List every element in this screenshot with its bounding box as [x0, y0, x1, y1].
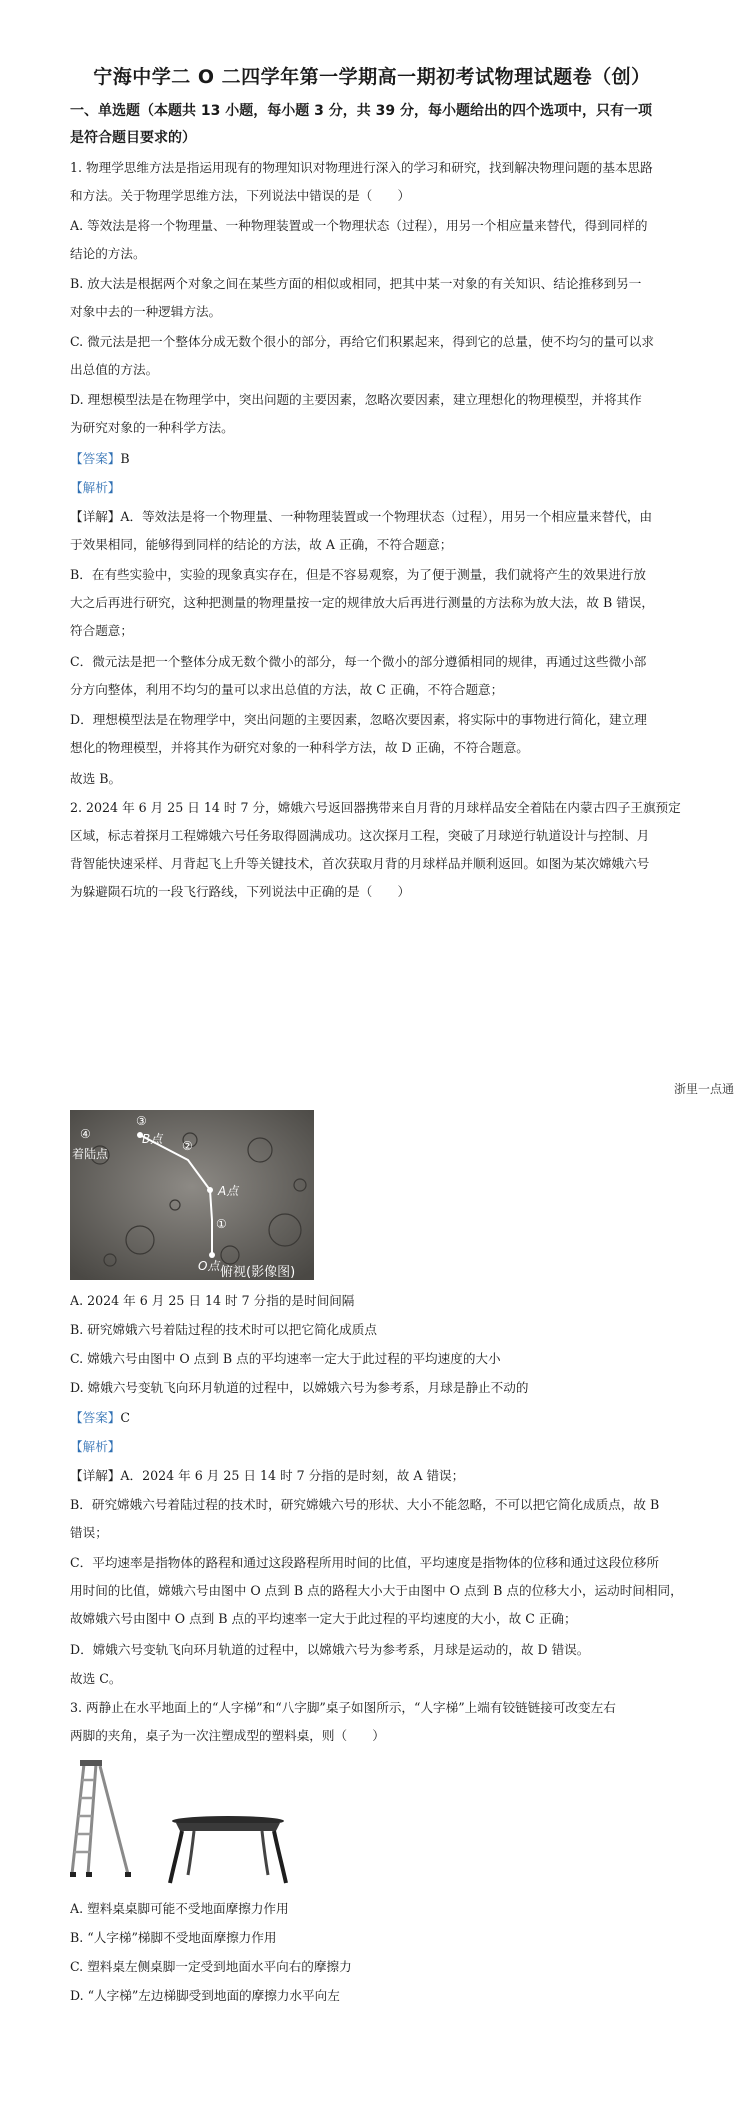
q1-detail-d: D．理想模型法是在物理学中，突出问题的主要因素，忽略次要因素，将实际中的事物进行简化，建立理 想化的物理模型，并将其作为研究对象的一种科学方法，故 D 正确，不符合题意。	[70, 712, 647, 755]
q1-option-c: C. 微元法是把一个整体分成无数个很小的部分，再给它们积累起来，得到它的总量，使不均匀的量可以求 出总值的方法。	[70, 334, 654, 377]
label-2: ②	[182, 1139, 193, 1153]
q1-detail-a: 【详解】A．等效法是将一个物理量、一种物理装置或一个物理状态（过程），用另一个相应量来替代，由 于效果相同，能够得到同样的结论的方法，故 A 正确，不符合题意；	[70, 509, 653, 552]
label-point-b: B点	[142, 1132, 163, 1146]
section-heading: 一、单选题（本题共 13 小题，每小题 3 分，共 39 分，每小题给出的四个选项中，只有一项 是符合题目要求的）	[70, 103, 652, 146]
point-a-dot	[207, 1187, 213, 1193]
q2-option-c: C. 嫦娥六号由图中 O 点到 B 点的平均速率一定大于此过程的平均速度的大小	[70, 1351, 501, 1366]
q2-detail-c: C．平均速率是指物体的路程和通过这段路程所用时间的比值，平均速度是指物体的位移和通过这段位移所 用时间的比值，嫦娥六号由图中 O 点到 B 点的路程大小大于由图中 O 点到 B 点的位移大小，运动时间相同， 故嫦娥六号由图中 O 点到 B 点的平均速率一定大于此过程的平均速度的大小，故 C 正确；	[70, 1555, 683, 1626]
q1-stem: 1. 物理学思维方法是指运用现有的物理知识对物理进行深入的学习和研究，找到解决物理问题的基本思路 和方法。关于物理学思维方法，下列说法中错误的是（ ）	[70, 160, 653, 203]
q2-stem: 2. 2024 年 6 月 25 日 14 时 7 分，嫦娥六号返回器携带来自月背的月球样品安全着陆在内蒙古四子王旗预定 区域，标志着探月工程嫦娥六号任务取得圆满成功。这次探月工程，突破了月球逆行轨道设计与控制、月 背智能快速采样、月背起飞上升等关键技术，首次获取月背的月球样品并顺利返回。如图为某次嫦娥六号 为躲避陨石坑的一段飞行路线，下列说法中正确的是（ ）	[70, 800, 681, 899]
label-1: ①	[216, 1217, 227, 1231]
q2-detail-d: D．嫦娥六号变轨飞向环月轨道的过程中，以嫦娥六号为参考系，月球是运动的，故 D 错误。	[70, 1642, 590, 1657]
ladder-figure	[70, 1760, 132, 1878]
q1-conclusion: 故选 B。	[70, 771, 122, 786]
q2-answer: 【答案】C	[70, 1410, 131, 1425]
q3-option-b: B. “人字梯”梯脚不受地面摩擦力作用	[70, 1930, 277, 1945]
watermark: 浙里一点通	[673, 1082, 734, 1096]
q1-option-a: A. 等效法是将一个物理量、一种物理装置或一个物理状态（过程），用另一个相应量来替代，得到同样的 结论的方法。	[70, 218, 648, 261]
q1-option-b: B. 放大法是根据两个对象之间在某些方面的相似或相同，把其中某一对象的有关知识、结论推移到另一 对象中去的一种逻辑方法。	[70, 276, 642, 319]
label-point-a: A点	[218, 1184, 239, 1198]
q2-analysis-label: 【解析】	[70, 1439, 121, 1454]
q1-analysis-label: 【解析】	[70, 480, 121, 495]
q1-option-d: D. 理想模型法是在物理学中，突出问题的主要因素，忽略次要因素，建立理想化的物理模型，并将其作 为研究对象的一种科学方法。	[70, 392, 642, 435]
q3-stem: 3. 两静止在水平地面上的“人字梯”和“八字脚”桌子如图所示，“人字梯”上端有铰链链接可改变左右 两脚的夹角，桌子为一次注塑成型的塑料桌，则（ ）	[70, 1700, 616, 1743]
q2-option-d: D. 嫦娥六号变轨飞向环月轨道的过程中，以嫦娥六号为参考系，月球是静止不动的	[70, 1380, 529, 1395]
label-3: ③	[136, 1114, 147, 1128]
q1-detail-b: B．在有些实验中，实验的现象真实存在，但是不容易观察，为了便于测量，我们就将产生的效果进行放 大之后再进行研究，这种把测量的物理量按一定的规律放大后再进行测量的方法称为放大法，故 B 错误， 符合题意；	[70, 567, 654, 638]
q2-option-a: A. 2024 年 6 月 25 日 14 时 7 分指的是时间间隔	[70, 1293, 355, 1308]
moon-trajectory-figure	[70, 1110, 314, 1280]
q2-conclusion: 故选 C。	[70, 1671, 122, 1686]
label-4: ④	[80, 1127, 91, 1141]
plastic-table-figure	[168, 1815, 288, 1885]
q1-answer: 【答案】B	[70, 451, 130, 466]
label-view: 俯视(影像图)	[220, 1265, 296, 1280]
q3-option-d: D. “人字梯”左边梯脚受到地面的摩擦力水平向左	[70, 1988, 340, 2003]
q2-option-b: B. 研究嫦娥六号着陆过程的技术时可以把它简化成质点	[70, 1322, 377, 1337]
q2-detail-b: B．研究嫦娥六号着陆过程的技术时，研究嫦娥六号的形状、大小不能忽略，不可以把它简化成质点，故 B 错误；	[70, 1497, 660, 1540]
q3-option-c: C. 塑料桌左侧桌脚一定受到地面水平向右的摩擦力	[70, 1959, 352, 1974]
label-landing: 着陆点	[72, 1147, 109, 1161]
q2-detail-a: 【详解】A．2024 年 6 月 25 日 14 时 7 分指的是时刻，故 A 错误；	[70, 1468, 465, 1483]
q3-option-a: A. 塑料桌桌脚可能不受地面摩擦力作用	[70, 1901, 289, 1916]
page-title: 宁海中学二 O 二四学年第一学期高一期初考试物理试题卷（创）	[93, 66, 651, 88]
q1-detail-c: C．微元法是把一个整体分成无数个微小的部分，每一个微小的部分遵循相同的规律，再通过这些微小部 分方向整体，利用不均匀的量可以求出总值的方法，故 C 正确，不符合题意；	[70, 654, 647, 697]
point-o-dot	[209, 1252, 215, 1258]
label-point-o: O点	[198, 1259, 220, 1273]
